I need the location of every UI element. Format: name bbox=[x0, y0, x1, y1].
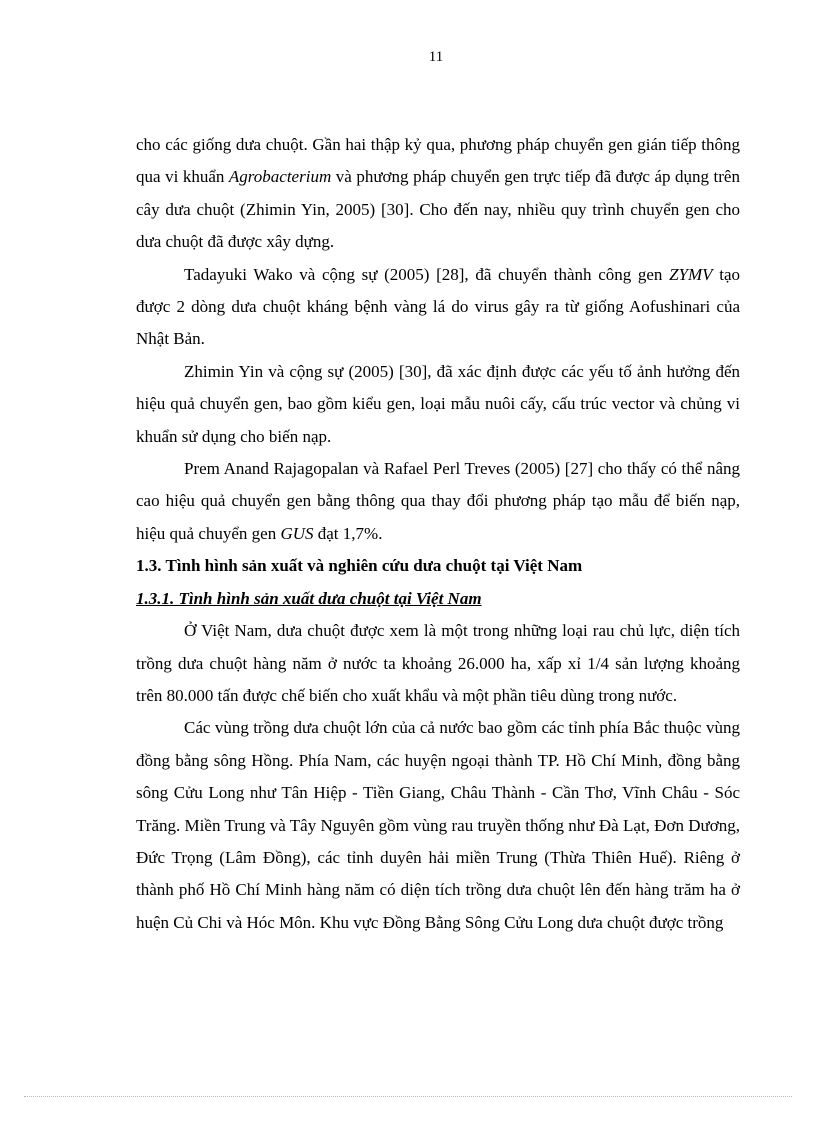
paragraph-text: Zhimin Yin và cộng sự (2005) [30], đã xác định được các yếu tố ảnh hưởng đến hiệu quả chuyển gen, bao gồm kiểu gen, loại mẫu nuôi cấy, cấu trúc vector và chủng vi khuẩn sử dụng cho biến nạp. bbox=[136, 361, 740, 446]
paragraph-text: và phương pháp chuyển gen trực tiếp đã được áp dụng trên cây dưa chuột (Zhimin Yin, 2005) [30]. Cho đến nay, nhiều quy trình chuyển gen cho dưa chuột đã được xây dựng. bbox=[136, 167, 740, 252]
paragraph-group-after bbox=[136, 615, 740, 939]
paragraph-text: cho các giống dưa chuột. Gần hai thập kỷ qua, phương pháp chuyển gen gián tiếp thông qua vi khuẩn bbox=[136, 135, 740, 187]
paragraph-group-before bbox=[136, 129, 740, 550]
page-number: 11 bbox=[428, 49, 444, 65]
subsection-heading: 1.3.1. Tình hình sản xuất dưa chuột tại Việt Nam bbox=[136, 588, 482, 608]
paragraph-text: Prem Anand Rajagopalan và Rafael Perl Treves (2005) [27] cho thấy có thể nâng cao hiệu quả chuyển gen bằng thông qua thay đổi phương pháp tạo mẫu để biến nạp, hiệu quả chuyển gen bbox=[136, 459, 740, 543]
body-paragraph bbox=[136, 712, 740, 939]
page-bottom-divider bbox=[24, 1096, 792, 1097]
body-paragraph bbox=[136, 356, 740, 453]
page-body bbox=[136, 129, 740, 939]
italic-term: GUS bbox=[280, 523, 314, 543]
italic-term: Agrobacterium bbox=[228, 167, 332, 187]
paragraph-text: Ở Việt Nam, dưa chuột được xem là một trong những loại rau chủ lực, diện tích trồng dưa chuột hàng năm ở nước ta khoảng 26.000 ha, xấp xỉ 1/4 sản lượng khoảng trên 80.000 tấn được chế biến cho xuất khẩu và một phần tiêu dùng trong nước. bbox=[136, 621, 740, 705]
paragraph-text: tạo được 2 dòng dưa chuột kháng bệnh vàng lá do virus gây ra từ giống Aofushinari của Nhật Bản. bbox=[136, 264, 740, 349]
paragraph-text: đạt 1,7%. bbox=[313, 523, 383, 543]
paragraph-text: Các vùng trồng dưa chuột lớn của cả nước bao gồm các tỉnh phía Bắc thuộc vùng đồng bằng sông Hồng. Phía Nam, các huyện ngoại thành TP. Hồ Chí Minh, đồng bằng sông Cửu Long như Tân Hiệp - Tiền Giang, Châu Thành - Cần Thơ, Vĩnh Châu - Sóc Trăng. Miền Trung và Tây Nguyên gồm vùng rau truyền thống như Đà Lạt, Đơn Dương, Đức Trọng (Lâm Đồng), các tỉnh duyên hải miền Trung (Thừa Thiên Huế). Riêng ở thành phố Hồ Chí Minh hàng năm có diện tích trồng dưa chuột lên đến hàng trăm ha ở huện Củ Chi và Hóc Môn. Khu vực Đồng Bằng Sông Cửu Long dưa chuột được trồng bbox=[136, 718, 740, 932]
body-paragraph bbox=[136, 129, 740, 259]
paragraph-text: Tadayuki Wako và cộng sự (2005) [28], đã chuyển thành công gen bbox=[184, 264, 670, 284]
body-paragraph bbox=[136, 453, 740, 550]
italic-term: ZYMV bbox=[669, 264, 713, 284]
body-paragraph bbox=[136, 259, 740, 356]
body-paragraph bbox=[136, 615, 740, 712]
section-heading: 1.3. Tình hình sản xuất và nghiên cứu dưa chuột tại Việt Nam bbox=[136, 556, 583, 576]
